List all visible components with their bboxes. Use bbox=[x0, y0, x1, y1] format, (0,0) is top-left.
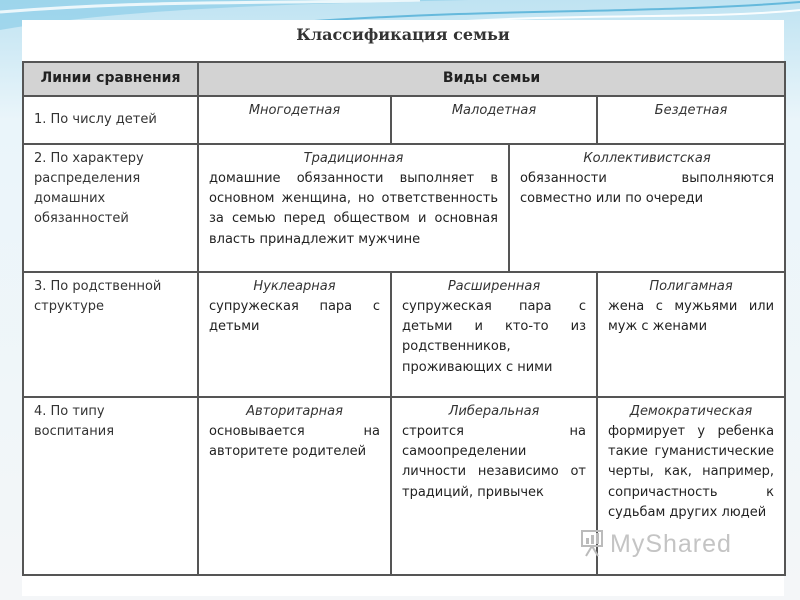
presentation-icon bbox=[580, 528, 606, 558]
watermark-logo bbox=[580, 528, 760, 562]
type-name: Авторитарная bbox=[246, 404, 343, 419]
type-name: Полигамная bbox=[649, 279, 733, 294]
type-name: Демократическая bbox=[629, 404, 753, 419]
row-label-upbringing-type: 4. По типу воспитания bbox=[23, 397, 198, 575]
header-comparison-lines: Линии сравнения bbox=[23, 62, 198, 96]
type-description: жена с мужьями или муж с женами bbox=[608, 299, 775, 335]
cell-small-family bbox=[391, 96, 597, 144]
cell-traditional-family bbox=[198, 144, 509, 272]
type-description: обязанности выполняются совместно или по очереди bbox=[520, 171, 775, 207]
table-header-row bbox=[23, 62, 785, 96]
type-name: Либеральная bbox=[448, 404, 540, 419]
type-name: Малодетная bbox=[451, 103, 537, 118]
type-name: Многодетная bbox=[248, 103, 341, 118]
header-family-types: Виды семьи bbox=[198, 62, 785, 96]
cell-polygamous-family bbox=[597, 272, 785, 397]
cell-extended-family bbox=[391, 272, 597, 397]
type-description: основывается на авторитете родителей bbox=[209, 424, 380, 460]
row-label-children-count: 1. По числу детей bbox=[23, 96, 198, 144]
type-name: Коллективистская bbox=[583, 151, 711, 166]
row-label-kinship-structure: 3. По родственной структуре bbox=[23, 272, 198, 397]
cell-large-family bbox=[198, 96, 391, 144]
type-name: Бездетная bbox=[654, 103, 728, 118]
type-description: строится на самоопределении личности независимо от традиций, привычек bbox=[402, 424, 586, 500]
type-name: Традиционная bbox=[303, 151, 404, 166]
table-row bbox=[23, 96, 785, 144]
watermark-text: MyShared bbox=[610, 530, 732, 558]
type-name: Нуклеарная bbox=[253, 279, 336, 294]
cell-collectivist-family bbox=[509, 144, 785, 272]
type-description: супружеская пара с детьми bbox=[209, 299, 380, 335]
table-row bbox=[23, 272, 785, 397]
cell-authoritarian-family bbox=[198, 397, 391, 575]
document-title: Классификация семьи bbox=[296, 25, 510, 44]
type-description: формирует у ребенка такие гуманистические черты, как, например, сопричастность к судьбам других людей bbox=[608, 424, 775, 520]
classification-table bbox=[22, 61, 786, 576]
cell-nuclear-family bbox=[198, 272, 391, 397]
type-name: Расширенная bbox=[447, 279, 541, 294]
row-label-duties-distribution: 2. По характеру распределения домашних обязанностей bbox=[23, 144, 198, 272]
type-description: супружеская пара с детьми и кто-то из родственников, проживающих с ними bbox=[402, 299, 586, 375]
cell-childless-family bbox=[597, 96, 785, 144]
cell-liberal-family bbox=[391, 397, 597, 575]
table-row bbox=[23, 144, 785, 272]
slide-card bbox=[22, 20, 784, 596]
type-description: домашние обязанности выполняет в основном женщина, но ответственность за семью перед обществом и основная власть принадлежит мужчине bbox=[209, 171, 498, 247]
